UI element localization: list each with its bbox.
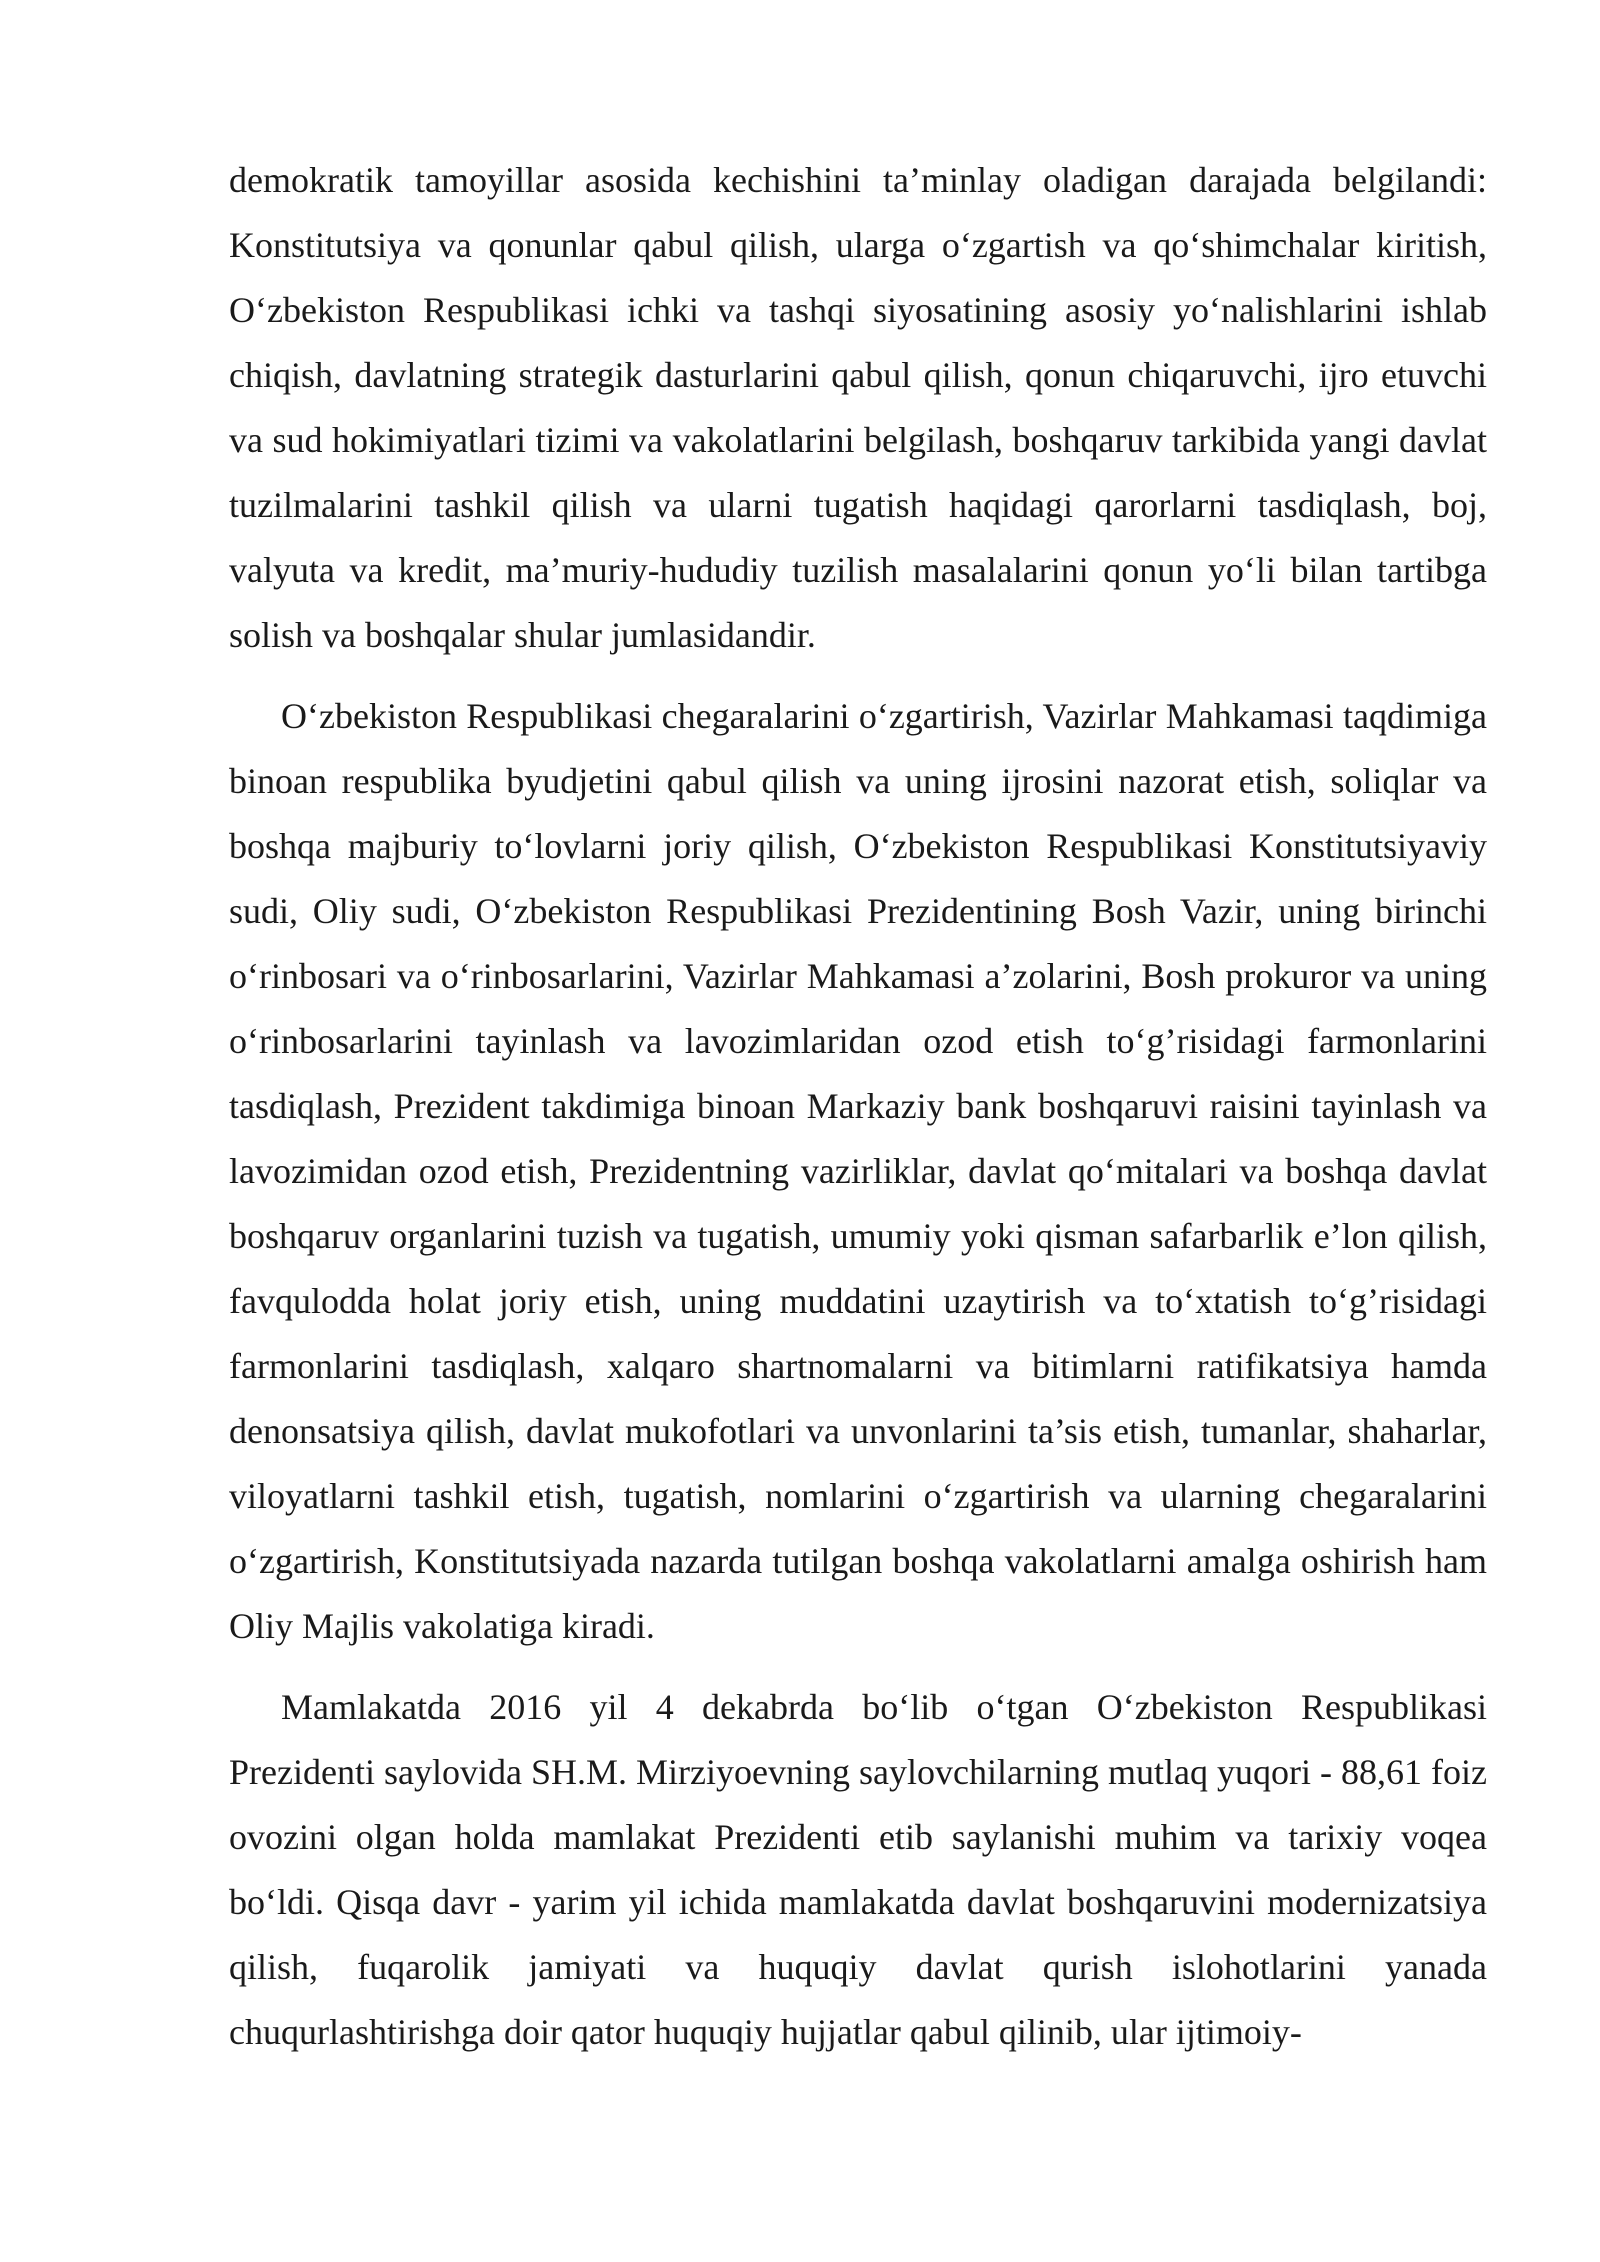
paragraph-3: Mamlakatda 2016 yil 4 dekabrda bo‘lib o‘tgan O‘zbekiston Respublikasi Prezidenti saylovida SH.M. Mirziyoevning saylovchilarning mutlaq yuqori - 88,61 foiz ovozini olgan holda mamlakat Prezidenti etib saylanishi muhim va tarixiy voqea bo‘ldi. Qisqa davr - yarim yil ichida mamlakatda davlat boshqaruvini modernizatsiya qilish, fuqarolik jamiyati va huquqiy davlat qurish islohotlarini yanada chuqurlashtirishga doir qator huquqiy hujjatlar qabul qilinib, ular ijtimoiy- bbox=[229, 1687, 1487, 2052]
paragraph-2: O‘zbekiston Respublikasi chegaralarini o‘zgartirish, Vazirlar Mahkamasi taqdimiga binoan respublika byudjetini qabul qilish va uning ijrosini nazorat etish, soliqlar va boshqa majburiy to‘lovlarni joriy qilish, O‘zbekiston Respublikasi Konstitutsiyaviy sudi, Oliy sudi, O‘zbekiston Respublikasi Prezidentining Bosh Vazir, uning birinchi o‘rinbosari va o‘rinbosarlarini, Vazirlar Mahkamasi a’zolarini, Bosh prokuror va uning o‘rinbosarlarini tayinlash va lavozimlaridan ozod etish to‘g’risidagi farmonlarini tasdiqlash, Prezident takdimiga binoan Markaziy bank boshqaruvi raisini tayinlash va lavozimidan ozod etish, Prezidentning vazirliklar, davlat qo‘mitalari va boshqa davlat boshqaruv organlarini tuzish va tugatish, umumiy yoki qisman safarbarlik e’lon qilish, favqulodda holat joriy etish, uning muddatini uzaytirish va to‘xtatish to‘g’risidagi farmonlarini tasdiqlash, xalqaro shartnomalarni va bitimlarni ratifikatsiya hamda denonsatsiya qilish, davlat mukofotlari va unvonlarini ta’sis etish, tumanlar, shaharlar, viloyatlarni tashkil etish, tugatish, nomlarini o‘zgartirish va ularning chegaralarini o‘zgartirish, Konstitutsiyada nazarda tutilgan boshqa vakolatlarni amalga oshirish ham Oliy Majlis vakolatiga kiradi. bbox=[229, 696, 1487, 1646]
document-page bbox=[229, 148, 1487, 2065]
paragraph-1: demokratik tamoyillar asosida kechishini ta’minlay oladigan darajada belgilandi: Konstitutsiya va qonunlar qabul qilish, ularga o‘zgartish va qo‘shimchalar kiritish, O‘zbekiston Respublikasi ichki va tashqi siyosatining asosiy yo‘nalishlarini ishlab chiqish, davlatning strategik dasturlarini qabul qilish, qonun chiqaruvchi, ijro etuvchi va sud hokimiyatlari tizimi va vakolatlarini belgilash, boshqaruv tarkibida yangi davlat tuzilmalarini tashkil qilish va ularni tugatish haqidagi qarorlarni tasdiqlash, boj, valyuta va kredit, ma’muriy-hududiy tuzilish masalalarini qonun yo‘li bilan tartibga solish va boshqalar shular jumlasidandir. bbox=[229, 160, 1487, 655]
